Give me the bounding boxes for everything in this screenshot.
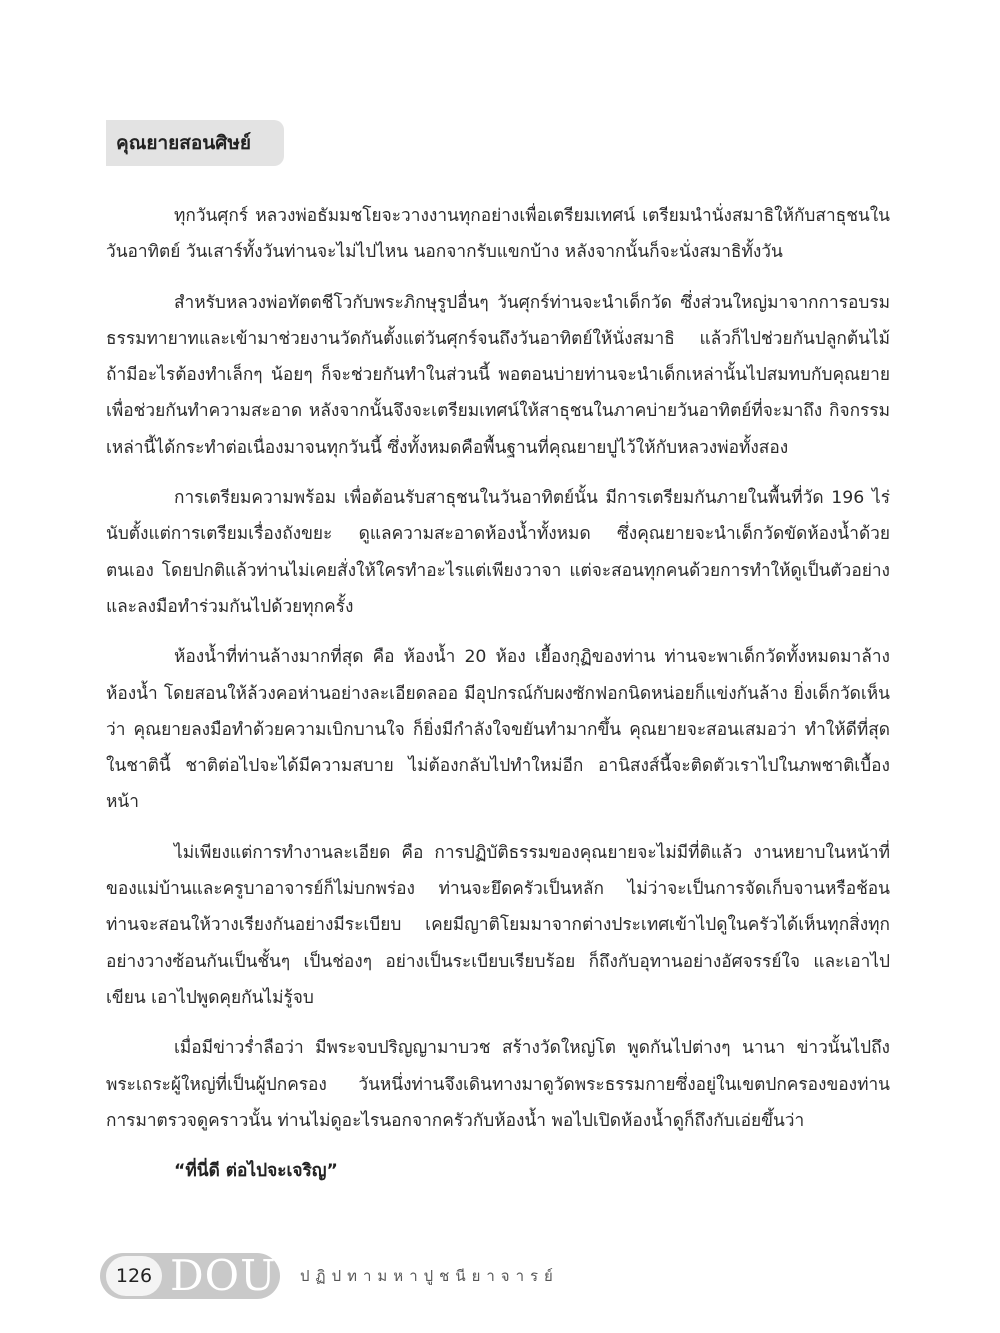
footer-badge [100,1253,280,1299]
article-body [106,198,890,1189]
dou-logo: DOU [170,1251,277,1300]
section-title: คุณยายสอนศิษย์ [116,132,251,154]
quote-line: “ที่นี่ดี ต่อไปจะเจริญ” [174,1161,338,1182]
paragraph-6: เมื่อมีข่าวร่ำลือว่า มีพระจบปริญญามาบวช สร้างวัดใหญ่โต พูดกันไปต่างๆ นานา ข่าวนั้นไปถึงพระเถระผู้ใหญ่ที่เป็นผู้ปกครอง วันหนึ่งท่านจึงเดินทางมาดูวัดพระธรรมกายซึ่งอยู่ในเขตปกครองของท่าน การมาตรวจดูคราวนั้น ท่านไม่ดูอะไรนอกจากครัวกับห้องน้ำ พอไปเปิดห้องน้ำดูก็ถึงกับเอ่ยขึ้นว่า [106,1038,890,1131]
paragraph-5: ไม่เพียงแต่การทำงานละเอียด คือ การปฏิบัติธรรมของคุณยายจะไม่มีที่ติแล้ว งานหยาบในหน้าที่ของแม่บ้านและครูบาอาจารย์ก็ไม่บกพร่อง ท่านจะยึดครัวเป็นหลัก ไม่ว่าจะเป็นการจัดเก็บจานหรือช้อน ท่านจะสอนให้วางเรียงกันอย่างมีระเบียบ เคยมีญาติโยมมาจากต่างประเทศเข้าไปดูในครัวได้เห็นทุกสิ่งทุกอย่างวางซ้อนกันเป็นชั้นๆ เป็นช่องๆ อย่างเป็นระเบียบเรียบร้อย ก็ถึงกับอุทานอย่างอัศจรรย์ใจ และเอาไปเขียน เอาไปพูดคุยกันไม่รู้จบ [106,842,890,1008]
paragraph-3: การเตรียมความพร้อม เพื่อต้อนรับสาธุชนในวันอาทิตย์นั้น มีการเตรียมกันภายในพื้นที่วัด 196 ไร่ นับตั้งแต่การเตรียมเรื่องถังขยะ ดูแลความสะอาดห้องน้ำทั้งหมด ซึ่งคุณยายจะนำเด็กวัดขัดห้องน้ำด้วยตนเอง โดยปกติแล้วท่านไม่เคยสั่งให้ใครทำอะไรแต่เพียงวาจา แต่จะสอนทุกคนด้วยการทำให้ดูเป็นตัวอย่าง และลงมือทำร่วมกันไปด้วยทุกครั้ง [106,488,890,617]
paragraph-4: ห้องน้ำที่ท่านล้างมากที่สุด คือ ห้องน้ำ 20 ห้อง เยื้องกุฏิของท่าน ท่านจะพาเด็กวัดทั้งหมดมาล้างห้องน้ำ โดยสอนให้ล้วงคอห่านอย่างละเอียดลออ มีอุปกรณ์กับผงซักฟอกนิดหน่อยก็แข่งกันล้าง ยิ่งเด็กวัดเห็นว่า คุณยายลงมือทำด้วยความเบิกบานใจ ก็ยิ่งมีกำลังใจขยันทำมากขึ้น คุณยายจะสอนเสมอว่า ทำให้ดีที่สุดในชาตินี้ ชาติต่อไปจะได้มีความสบาย ไม่ต้องกลับไปทำใหม่อีก อานิสงส์นี้จะติดตัวเราไปในภพชาติเบื้องหน้า [106,647,890,813]
page-number-circle [106,1256,162,1296]
page-number: 126 [115,1265,153,1287]
book-title: ปฏิปทามหาปูชนียาจารย์ [300,1267,559,1285]
page-footer [100,1253,559,1299]
paragraph-1: ทุกวันศุกร์ หลวงพ่อธัมมชโยจะวางงานทุกอย่างเพื่อเตรียมเทศน์ เตรียมนำนั่งสมาธิให้กับสาธุชนในวันอาทิตย์ วันเสาร์ทั้งวันท่านจะไม่ไปไหน นอกจากรับแขกบ้าง หลังจากนั้นก็จะนั่งสมาธิทั้งวัน [106,206,890,263]
section-title-box [106,120,284,166]
paragraph-2: สำหรับหลวงพ่อทัตตชีโวกับพระภิกษุรูปอื่นๆ วันศุกร์ท่านจะนำเด็กวัด ซึ่งส่วนใหญ่มาจากการอบรมธรรมทายาทและเข้ามาช่วยงานวัดกันตั้งแต่วันศุกร์จนถึงวันอาทิตย์ให้นั่งสมาธิ แล้วก็ไปช่วยกันปลูกต้นไม้ ถ้ามีอะไรต้องทำเล็กๆ น้อยๆ ก็จะช่วยกันทำในส่วนนี้ พอตอนบ่ายท่านจะนำเด็กเหล่านั้นไปสมทบกับคุณยายเพื่อช่วยกันทำความสะอาด หลังจากนั้นจึงจะเตรียมเทศน์ให้สาธุชนในภาคบ่ายวันอาทิตย์ที่จะมาถึง กิจกรรมเหล่านี้ได้กระทำต่อเนื่องมาจนทุกวันนี้ ซึ่งทั้งหมดคือพื้นฐานที่คุณยายปูไว้ให้กับหลวงพ่อทั้งสอง [106,292,890,458]
